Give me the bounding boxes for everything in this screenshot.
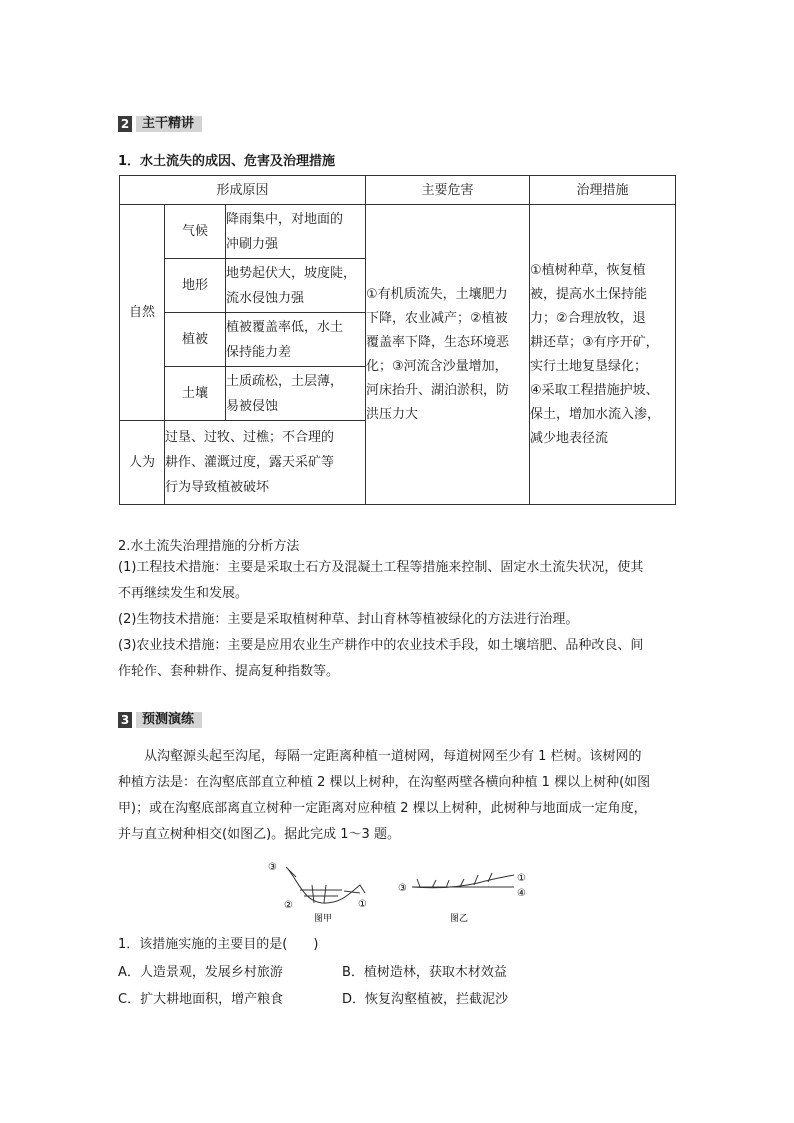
fig-b-caption: 图乙 bbox=[450, 914, 469, 924]
mark-3: ③ bbox=[268, 862, 277, 873]
header-measure: 治理措施 bbox=[530, 176, 676, 205]
option-d[interactable]: D．恢复沟壑植被，拦截泥沙 bbox=[342, 992, 509, 1007]
text-line: 覆盖率下降，生态环境恶 bbox=[366, 334, 510, 350]
natural-label: 自然 bbox=[120, 205, 165, 421]
table-header-row bbox=[120, 176, 676, 205]
human-label: 人为 bbox=[120, 421, 165, 505]
text-line: 植被覆盖率低，水土 bbox=[226, 319, 344, 335]
factor-cell: 土壤 bbox=[165, 367, 226, 421]
text-line: 地势起伏大，坡度陡， bbox=[226, 265, 357, 281]
option-b[interactable]: B．植树造林，获取木材效益 bbox=[342, 965, 507, 980]
section-header-2 bbox=[118, 114, 202, 134]
factor-desc-cell bbox=[226, 259, 366, 313]
text-line: 减少地表径流 bbox=[530, 430, 609, 446]
text-line: 河床抬升、湖泊淤积，防 bbox=[366, 382, 510, 398]
text-line: ①有机质流失，土壤肥力 bbox=[366, 286, 508, 302]
text-line: ①植树种草，恢复植 bbox=[530, 262, 646, 278]
mark-4: ④ bbox=[517, 888, 526, 899]
text-line: 行为导致植被破坏 bbox=[165, 480, 270, 495]
cause-harm-measure-table bbox=[119, 175, 676, 505]
tree-mark bbox=[488, 873, 492, 882]
heading-table-title: 1．水土流失的成因、危害及治理措施 bbox=[118, 154, 336, 169]
text-line: 降雨集中，对地面的 bbox=[226, 211, 344, 227]
text-line: (1)工程技术措施：主要是采取土石方及混凝土工程等措施来控制、固定水土流失状况，使其 bbox=[118, 560, 644, 575]
text-line: 不再继续发生和发展。 bbox=[118, 586, 249, 601]
text-line: 流水侵蚀力强 bbox=[226, 290, 305, 306]
text-line: 下降，农业减产；②植被 bbox=[366, 310, 508, 326]
factor-desc-cell bbox=[226, 313, 366, 367]
factor-desc-cell bbox=[226, 205, 366, 259]
question-stem: 1．该措施实施的主要目的是( ) bbox=[118, 937, 319, 952]
text-line: 作轮作、套种耕作、提高复种指数等。 bbox=[118, 664, 340, 679]
heading-methods: 2.水土流失治理措施的分析方法 bbox=[118, 539, 300, 554]
gully-profile bbox=[288, 869, 365, 903]
header-harm: 主要危害 bbox=[366, 176, 530, 205]
factor-cell: 植被 bbox=[165, 313, 226, 367]
measure-cell bbox=[530, 205, 676, 505]
table-row bbox=[120, 205, 676, 259]
tree-mark bbox=[286, 867, 296, 877]
factor-desc-cell bbox=[226, 367, 366, 421]
section-number: 3 bbox=[118, 712, 132, 728]
mark-3b: ③ bbox=[398, 883, 407, 894]
text-line: 保持能力差 bbox=[226, 344, 292, 360]
text-line: 洪压力大 bbox=[366, 406, 419, 422]
method-item bbox=[118, 633, 680, 685]
tree-mark bbox=[417, 879, 420, 887]
header-cause: 形成原因 bbox=[120, 176, 366, 205]
text-line: 并与直立树种相交(如图乙)。据此完成 1～3 题。 bbox=[118, 827, 400, 842]
text-line: 种植方法是：在沟壑底部直立种植 2 棵以上树种，在沟壑两壁各横向种植 1 棵以上树种(如图 bbox=[118, 775, 651, 790]
text-line: 过垦、过牧、过樵；不合理的 bbox=[165, 430, 335, 445]
mark-2: ② bbox=[284, 900, 293, 911]
methods-block bbox=[118, 555, 680, 685]
section-title: 预测演练 bbox=[136, 712, 202, 728]
text-line: 力；②合理放牧，退 bbox=[530, 310, 646, 326]
text-line: 化；③河流含沙量增加， bbox=[366, 358, 508, 374]
section-number: 2 bbox=[118, 116, 132, 132]
section-header-3 bbox=[118, 710, 202, 730]
method-item bbox=[118, 555, 680, 607]
text-line: 从沟壑源头起至沟尾，每隔一定距离种植一道树网，每道树网至少有 1 栏树。该树网的 bbox=[144, 749, 642, 764]
text-line: 土质疏松，土层薄， bbox=[226, 373, 344, 389]
factor-cell: 气候 bbox=[165, 205, 226, 259]
human-desc-cell bbox=[165, 421, 366, 505]
method-item bbox=[118, 607, 680, 633]
text-line: 耕作、灌溉过度，露天采矿等 bbox=[165, 455, 335, 470]
figure-b bbox=[398, 873, 526, 924]
intro-paragraph bbox=[118, 744, 680, 848]
text-line: 甲)；或在沟壑底部离直立树种一定距离对应种植 2 棵以上树种，此树种与地面成一定角度， bbox=[118, 801, 647, 816]
harm-cell bbox=[366, 205, 530, 505]
text-line: 耕还草；③有序开矿， bbox=[530, 334, 659, 350]
text-line: 冲刷力强 bbox=[226, 236, 279, 252]
factor-cell: 地形 bbox=[165, 259, 226, 313]
mark-1: ① bbox=[358, 899, 367, 910]
option-a[interactable]: A．人造景观，发展乡村旅游 bbox=[118, 965, 283, 980]
mark-1b: ① bbox=[517, 873, 526, 884]
fig-a-caption: 图甲 bbox=[314, 914, 333, 924]
gully-figure bbox=[260, 855, 540, 927]
text-line: (2)生物技术措施：主要是采取植树种草、封山育林等植被绿化的方法进行治理。 bbox=[118, 612, 579, 627]
text-line: ④采取工程措施护坡、 bbox=[530, 382, 659, 398]
text-line: 实行土地复垦绿化； bbox=[530, 358, 648, 374]
text-line: 保土，增加水流入渗， bbox=[530, 406, 661, 422]
text-line: (3)农业技术措施：主要是应用农业生产耕作中的农业技术手段，如土壤培肥、品种改良、间 bbox=[118, 638, 644, 653]
text-line: 易被侵蚀 bbox=[226, 398, 279, 414]
figure-a bbox=[268, 862, 367, 924]
tree-mark bbox=[324, 885, 326, 903]
section-title: 主干精讲 bbox=[136, 116, 202, 132]
text-line: 被，提高水土保持能 bbox=[530, 286, 648, 302]
option-c[interactable]: C．扩大耕地面积，增产粮食 bbox=[118, 992, 284, 1007]
